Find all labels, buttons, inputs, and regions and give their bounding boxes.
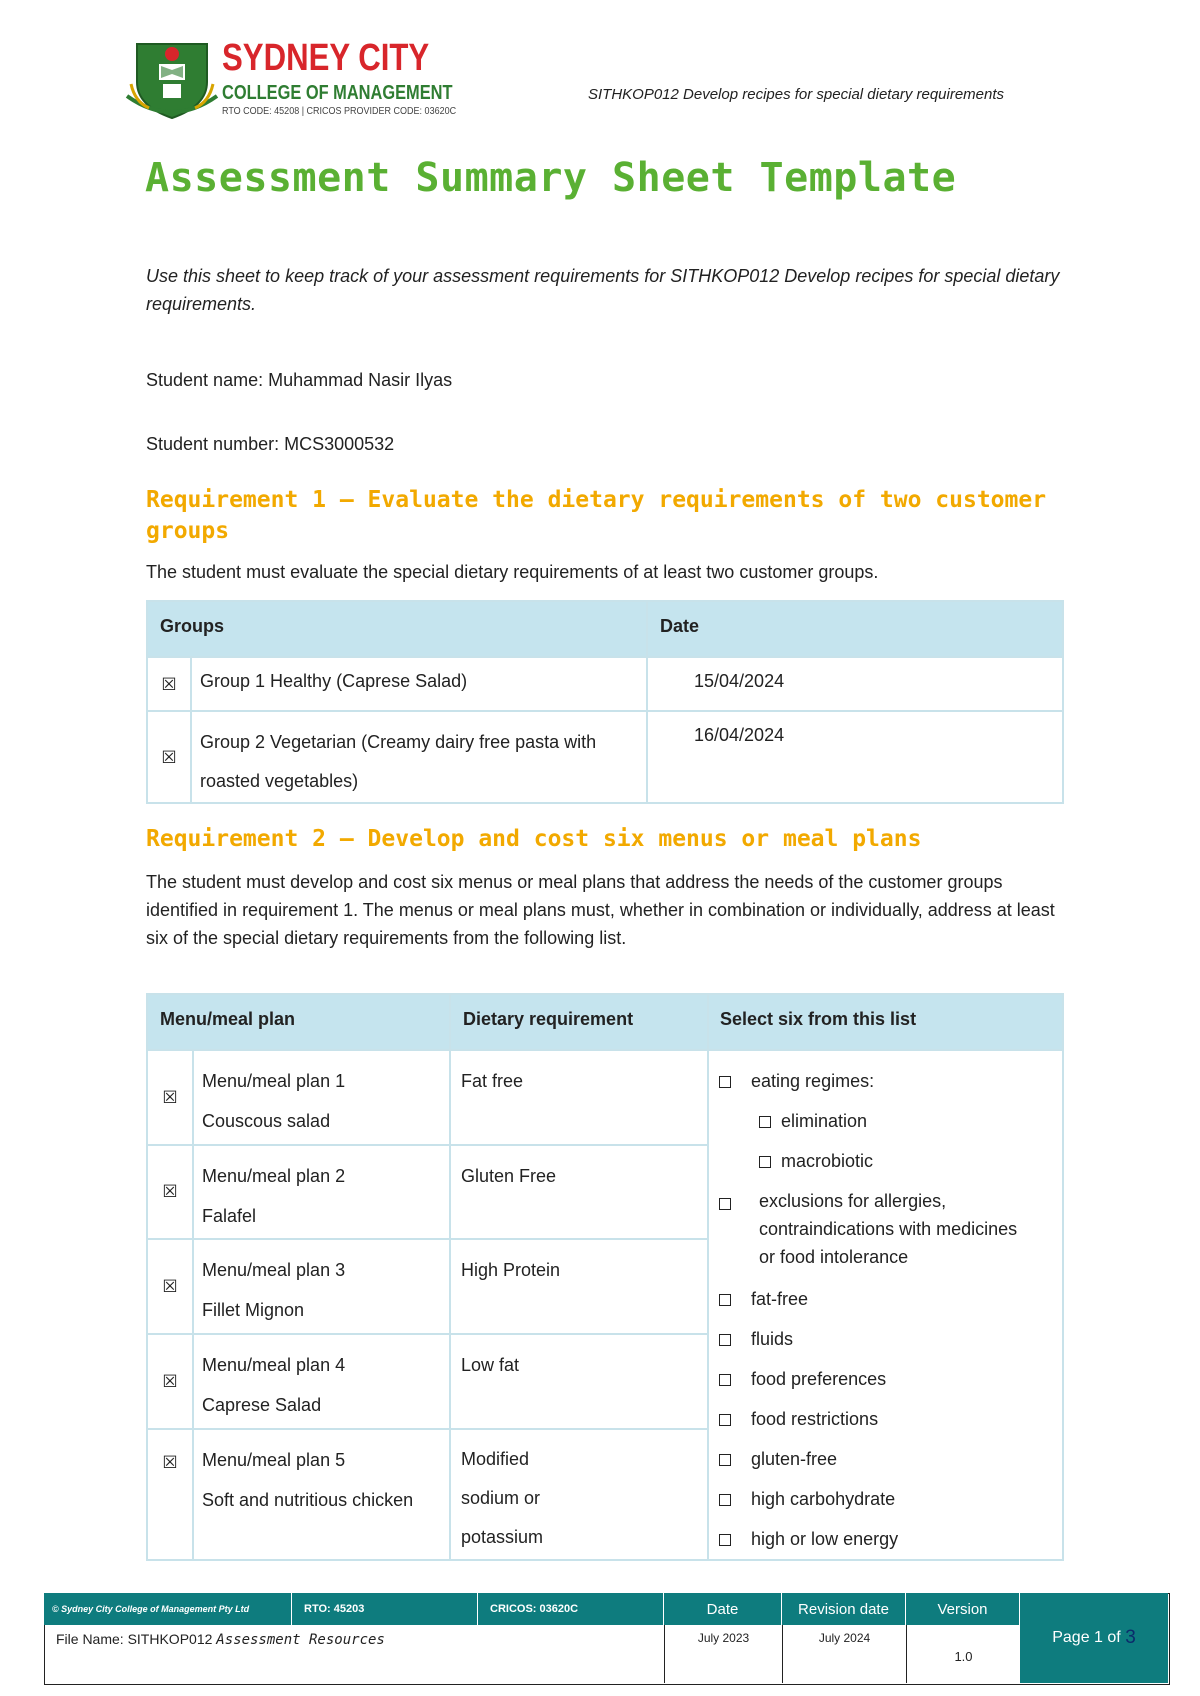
- plan4-cell: [193, 1334, 450, 1429]
- group1-checkbox[interactable]: ☒: [147, 657, 191, 711]
- group2-checkbox[interactable]: ☒: [147, 711, 191, 803]
- page-prefix: Page 1 of: [1052, 1629, 1121, 1646]
- select-item-fluids[interactable]: fluids: [719, 1319, 1052, 1359]
- checkbox-icon[interactable]: [759, 1156, 771, 1168]
- footer-bottom-row: [44, 1625, 1020, 1683]
- requirement2-description: The student must develop and cost six menus or meal plans that address the needs of the customer groups identified in requirement 1. The menus or meal plans must, whether in combination or individually, address at least six of the special dietary requirements from the following list.: [146, 872, 1055, 948]
- groups-table: [146, 600, 1064, 804]
- select-item-food-preferences[interactable]: food preferences: [719, 1359, 1052, 1399]
- plan5-checkbox[interactable]: ☒: [147, 1429, 193, 1560]
- footer-date-label: Date: [664, 1593, 782, 1625]
- select-item-elimination[interactable]: elimination: [719, 1101, 1052, 1141]
- plan5-requirement-text: Modified sodium or potassium: [461, 1448, 544, 1547]
- select-list-header: Select six from this list: [708, 994, 1063, 1050]
- select-item-high-low-energy[interactable]: high or low energy: [719, 1519, 1052, 1559]
- menus-table-header: [147, 994, 1063, 1050]
- footer-page-number: [1020, 1593, 1168, 1683]
- page-title: Assessment Summary Sheet Template: [145, 155, 957, 201]
- plan1-label: Menu/meal plan 1: [202, 1071, 346, 1091]
- checkbox-icon[interactable]: [719, 1198, 731, 1210]
- plan3-checkbox[interactable]: ☒: [147, 1239, 193, 1334]
- college-crest-icon: [125, 36, 220, 124]
- plan4-label: Menu/meal plan 4: [202, 1354, 346, 1375]
- select-item-high-carbohydrate[interactable]: high carbohydrate: [719, 1479, 1052, 1519]
- plan2-label: Menu/meal plan 2: [202, 1165, 346, 1186]
- logo-codes: RTO CODE: 45208 | CRICOS PROVIDER CODE: 03620C: [222, 106, 457, 117]
- footer-cricos: CRICOS: 03620C: [478, 1593, 664, 1625]
- checkbox-icon[interactable]: [719, 1414, 731, 1426]
- plan1-dish: Couscous salad: [202, 1111, 331, 1131]
- footer-copyright: © Sydney City College of Management Pty Ltd: [44, 1593, 292, 1625]
- student-number: Student number: MCS3000532: [146, 434, 395, 454]
- intro-text: Use this sheet to keep track of your assessment requirements for SITHKOP012 Develop recipes for special dietary requirements.: [146, 266, 1060, 314]
- select-item-exclusions[interactable]: exclusions for allergies, contraindications with medicines or food intolerance: [719, 1181, 1052, 1279]
- plan4-requirement: Low fat: [450, 1334, 708, 1429]
- checkbox-icon[interactable]: [719, 1454, 731, 1466]
- group1-date: 15/04/2024: [647, 657, 1063, 711]
- menu-plan-header: Menu/meal plan: [147, 994, 450, 1050]
- select-item-food-restrictions[interactable]: food restrictions: [719, 1399, 1052, 1439]
- footer-revision-value: July 2024: [782, 1625, 906, 1683]
- checkbox-icon[interactable]: [719, 1494, 731, 1506]
- group2-date: 16/04/2024: [647, 711, 1063, 803]
- checkbox-icon[interactable]: [719, 1374, 731, 1386]
- plan2-checkbox[interactable]: ☒: [147, 1145, 193, 1240]
- groups-table-header: [147, 601, 1063, 657]
- plan4-checkbox[interactable]: ☒: [147, 1334, 193, 1429]
- checkbox-icon[interactable]: [719, 1334, 731, 1346]
- logo-title: SYDNEY CITY: [222, 37, 430, 79]
- table-row: [147, 657, 1063, 711]
- footer-version-label: Version: [906, 1593, 1020, 1625]
- checkbox-icon[interactable]: [719, 1076, 731, 1088]
- footer-revision-label: Revision date: [782, 1593, 906, 1625]
- logo-subtitle: COLLEGE OF MANAGEMENT: [222, 82, 453, 104]
- select-item-fat-free[interactable]: fat-free: [719, 1279, 1052, 1319]
- footer-file-name: File Name: SITHKOP012 Assessment Resources: [56, 1631, 385, 1648]
- header-unit-title: SITHKOP012 Develop recipes for special dietary requirements: [588, 86, 1005, 103]
- student-name: Student name: Muhammad Nasir Ilyas: [146, 370, 453, 390]
- plan2-requirement: Gluten Free: [450, 1145, 708, 1240]
- select-item-gluten-free[interactable]: gluten-free: [719, 1439, 1052, 1479]
- requirement1-heading: Requirement 1 – Evaluate the dietary requirements of two customer groups: [146, 487, 1047, 544]
- checkbox-icon[interactable]: [719, 1294, 731, 1306]
- date-header: Date: [647, 601, 1063, 657]
- dietary-requirement-header: Dietary requirement: [450, 994, 708, 1050]
- group1-name: Group 1 Healthy (Caprese Salad): [191, 657, 647, 711]
- plan3-label: Menu/meal plan 3: [202, 1260, 346, 1281]
- requirement1-description: The student must evaluate the special dietary requirements of at least two customer groups.: [146, 562, 879, 582]
- footer-date-value: July 2023: [664, 1625, 782, 1683]
- plan1-cell: [193, 1050, 450, 1145]
- plan1-checkbox[interactable]: ☒: [147, 1050, 193, 1145]
- select-item-macrobiotic[interactable]: macrobiotic: [719, 1141, 1052, 1181]
- footer-version-value: 1.0: [906, 1625, 1020, 1683]
- select-list-cell: [708, 1050, 1063, 1560]
- menus-table: [146, 993, 1064, 1561]
- checkbox-icon[interactable]: [759, 1116, 771, 1128]
- plan5-requirement: [450, 1429, 708, 1560]
- groups-header: Groups: [147, 601, 647, 657]
- footer-top-row: [44, 1593, 1020, 1625]
- plan3-requirement: High Protein: [450, 1239, 708, 1334]
- checkbox-icon[interactable]: [719, 1534, 731, 1546]
- footer-rto: RTO: 45203: [292, 1593, 478, 1625]
- plan5-label: Menu/meal plan 5: [202, 1449, 346, 1470]
- requirement2-heading: Requirement 2 – Develop and cost six menus or meal plans: [146, 826, 922, 852]
- plan5-cell: [193, 1429, 450, 1560]
- plan5-dish: Soft and nutritious chicken: [202, 1489, 414, 1510]
- plan1-requirement: Fat free: [450, 1050, 708, 1145]
- plan2-cell: [193, 1145, 450, 1240]
- plan4-dish: Caprese Salad: [202, 1394, 322, 1415]
- plan3-cell: [193, 1239, 450, 1334]
- table-row: [147, 1050, 1063, 1145]
- group2-name: Group 2 Vegetarian (Creamy dairy free pasta with roasted vegetables): [191, 711, 647, 803]
- plan3-dish: Fillet Mignon: [202, 1300, 305, 1321]
- page-total: 3: [1125, 1627, 1136, 1648]
- table-row: [147, 711, 1063, 803]
- plan2-dish: Falafel: [202, 1205, 257, 1226]
- select-item-eating-regimes[interactable]: eating regimes:: [719, 1061, 1052, 1101]
